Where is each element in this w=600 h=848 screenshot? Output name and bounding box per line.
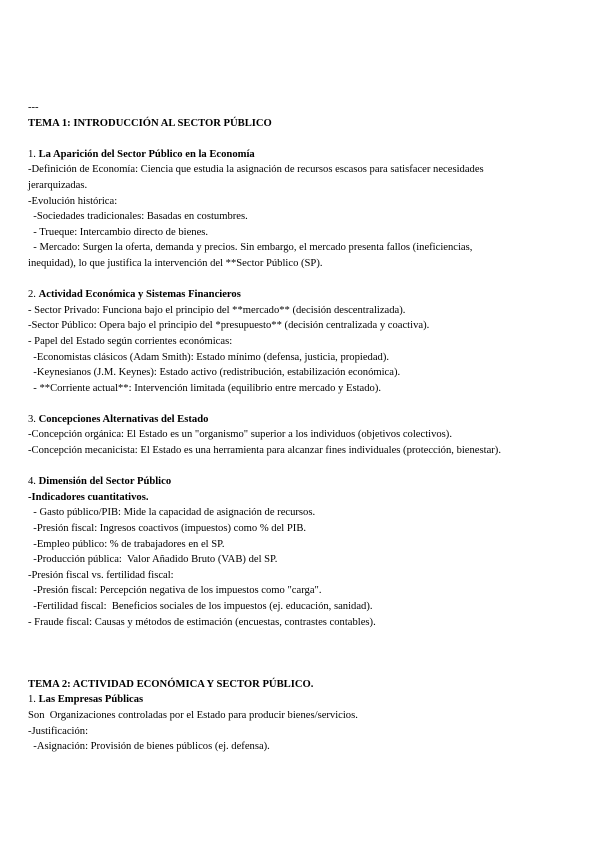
text-line: -Sector Público: Opera bajo el principio del *presupuesto** (decisión centralizada y coactiva). <box>28 320 430 332</box>
tema1-s2-heading <box>28 287 588 303</box>
text-line: -Evolución histórica: <box>28 195 118 207</box>
text-line: Son Organizaciones controladas por el Estado para producir bienes/servicios. <box>28 709 358 721</box>
text-line: -Keynesianos (J.M. Keynes): Estado activo (redistribución, estabilización económica). <box>28 367 401 379</box>
section-number: 4. <box>28 476 39 488</box>
section-number: 2. <box>28 289 39 301</box>
tema1-s3-heading <box>28 412 588 428</box>
text-line: - Sector Privado: Funciona bajo el principio del **mercado** (decisión descentralizada). <box>28 304 406 316</box>
text-line: -Producción pública: Valor Añadido Bruto (VAB) del SP. <box>28 554 278 566</box>
text-line: -Justificación: <box>28 725 89 737</box>
section-number: 3. <box>28 413 39 425</box>
document-content <box>28 100 588 755</box>
tema2-s1-heading <box>28 692 588 708</box>
text-line: inequidad), lo que justifica la intervención del **Sector Público (SP). <box>28 257 323 269</box>
text-line: - Papel del Estado según corrientes económicas: <box>28 335 233 347</box>
text-line: - Mercado: Surgen la oferta, demanda y precios. Sin embargo, el mercado presenta fallos (ineficiencias, <box>28 242 473 254</box>
section-number: 1. <box>28 148 39 160</box>
text-line: -Presión fiscal vs. fertilidad fiscal: <box>28 569 174 581</box>
text-line: - **Corriente actual**: Intervención limitada (equilibrio entre mercado y Estado). <box>28 382 381 394</box>
section-heading-text: Las Empresas Públicas <box>38 694 144 706</box>
tema1-s4-heading <box>28 474 588 490</box>
text-line: -Concepción mecanicista: El Estado es una herramienta para alcanzar fines individuales (protección, bienestar). <box>28 445 501 457</box>
separator: --- <box>28 102 39 113</box>
text-line: -Concepción orgánica: El Estado es un "organismo" superior a los individuos (objetivos colectivos). <box>28 429 452 441</box>
section-heading-text: Actividad Económica y Sistemas Financieros <box>38 289 241 301</box>
section-heading-text: La Aparición del Sector Público en la Economía <box>38 148 255 160</box>
tema1-title: TEMA 1: INTRODUCCIÓN AL SECTOR PÚBLICO <box>28 117 272 129</box>
section-heading-text: Dimensión del Sector Público <box>38 476 172 488</box>
text-line: -Presión fiscal: Ingresos coactivos (impuestos) como % del PIB. <box>28 523 307 535</box>
tema1-s1-heading <box>28 147 588 163</box>
text-line: jerarquizadas. <box>28 179 88 191</box>
section-number: 1. <box>28 694 39 706</box>
text-line: -Sociedades tradicionales: Basadas en costumbres. <box>28 211 248 223</box>
tema2-title: TEMA 2: ACTIVIDAD ECONÓMICA Y SECTOR PÚBLICO. <box>28 678 314 690</box>
subheading: -Indicadores cuantitativos. <box>28 491 149 503</box>
text-line: - Trueque: Intercambio directo de bienes. <box>28 226 209 238</box>
text-line: -Fertilidad fiscal: Beneficios sociales de los impuestos (ej. educación, sanidad). <box>28 601 373 612</box>
text-line: - Fraude fiscal: Causas y métodos de estimación (encuestas, contrastes contables). <box>28 616 376 628</box>
text-line: -Empleo público: % de trabajadores en el SP. <box>28 538 225 550</box>
text-line: - Gasto público/PIB: Mide la capacidad de asignación de recursos. <box>28 507 316 519</box>
section-heading-text: Concepciones Alternativas del Estado <box>38 413 209 425</box>
text-line: -Asignación: Provisión de bienes públicos (ej. defensa). <box>28 741 270 753</box>
text-line: -Economistas clásicos (Adam Smith): Estado mínimo (defensa, justicia, propiedad). <box>28 351 389 363</box>
text-line: -Presión fiscal: Percepción negativa de los impuestos como "carga". <box>28 585 322 597</box>
text-line: -Definición de Economía: Ciencia que estudia la asignación de recursos escasos para satisfacer necesidades <box>28 164 484 176</box>
